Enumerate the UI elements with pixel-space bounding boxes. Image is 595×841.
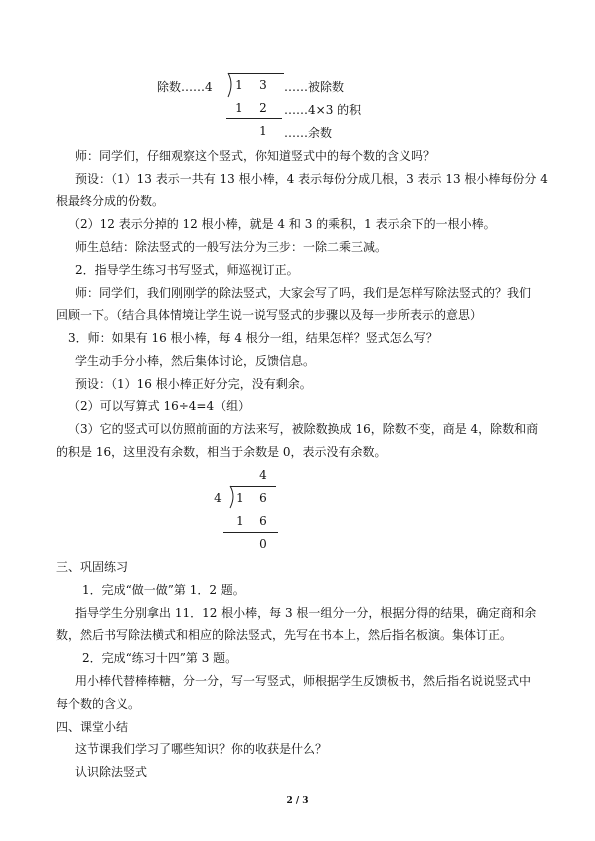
- dividend-annotation: ……被除数: [284, 80, 345, 94]
- remainder-digit: 1: [259, 124, 267, 138]
- paragraph: 的积是 16，这里没有余数，相当于余数是 0，表示没有余数。: [56, 445, 387, 459]
- paragraph: 回顾一下。（结合具体情境让学生说一说写竖式的步骤以及每一步所表示的意思）: [56, 308, 483, 322]
- paragraph: 师生总结：除法竖式的一般写法分为三步：一除二乘三减。: [75, 240, 388, 254]
- paragraph: （2）可以写算式 16÷4=4（组）: [68, 399, 251, 413]
- page-number: 2 / 3: [286, 796, 309, 806]
- subtraction-line: [223, 532, 278, 533]
- remainder-annotation: ……余数: [284, 126, 333, 140]
- paragraph: 3．师：如果有 16 根小棒，每 4 根分一组，结果怎样？竖式怎么写？: [68, 331, 438, 345]
- dividend-digit: 1: [235, 78, 243, 92]
- paragraph: （3）它的竖式可以仿照前面的方法来写，被除数换成 16，除数不变，商是 4，除数和商: [68, 422, 539, 436]
- paragraph: 师：同学们，仔细观察这个竖式，你知道竖式中的每个数的含义吗？: [75, 149, 436, 163]
- paragraph: 学生动手分小棒，然后集体讨论，反馈信息。: [75, 354, 316, 368]
- paragraph: 数，然后书写除法横式和相应的除法竖式，先写在书本上，然后指名板演。集体订正。: [56, 628, 513, 642]
- remainder-digit: 0: [259, 537, 267, 551]
- paragraph: 用小棒代替棒棒糖，分一分，写一写竖式，师根据学生反馈板书，然后指名说说竖式中: [75, 674, 532, 688]
- paragraph: 预设：（1）13 表示一共有 13 根小棒，4 表示每份分成几根，3 表示 13 根小棒每份分 4: [75, 172, 548, 186]
- divisor-digit: 4: [214, 491, 222, 505]
- dividend-digit: 1: [236, 491, 244, 505]
- section-heading: 四、课堂小结: [56, 720, 129, 734]
- product-digit: 2: [259, 101, 267, 115]
- product-digit: 1: [236, 514, 244, 528]
- section-heading: 三、巩固练习: [56, 560, 129, 574]
- paragraph: 2．指导学生练习书写竖式，师巡视订正。: [75, 263, 299, 277]
- product-digit: 6: [259, 514, 267, 528]
- paragraph: 2．完成“练习十四”第 3 题。: [82, 651, 238, 665]
- paragraph: 指导学生分别拿出 11．12 根小棒，每 3 根一组分一分，根据分得的结果，确定商和余: [75, 606, 537, 620]
- division-bar: [228, 73, 284, 74]
- paragraph: 认识除法竖式: [75, 765, 148, 779]
- divisor-label: 除数……4: [157, 80, 213, 94]
- dividend-digit: 6: [259, 491, 267, 505]
- product-annotation: ……4×3 的积: [284, 103, 362, 117]
- subtraction-line: [226, 118, 282, 119]
- paragraph: 预设：（1）16 根小棒正好分完，没有剩余。: [75, 377, 312, 391]
- paragraph: 1．完成“做一做”第 1．2 题。: [82, 583, 245, 597]
- paragraph: 根最终分成的份数。: [56, 194, 165, 208]
- paragraph: 师：同学们，我们刚刚学的除法竖式，大家会写了吗，我们是怎样写除法竖式的？我们: [75, 286, 532, 300]
- product-digit: 1: [235, 101, 243, 115]
- paragraph: 这节课我们学习了哪些知识？你的收获是什么？: [75, 742, 328, 756]
- paragraph: （2）12 表示分掉的 12 根小棒，就是 4 和 3 的乘积，1 表示余下的一根小棒。: [68, 217, 496, 231]
- dividend-digit: 3: [259, 78, 267, 92]
- quotient-digit: 4: [259, 468, 267, 482]
- paragraph: 每个数的含义。: [56, 697, 141, 711]
